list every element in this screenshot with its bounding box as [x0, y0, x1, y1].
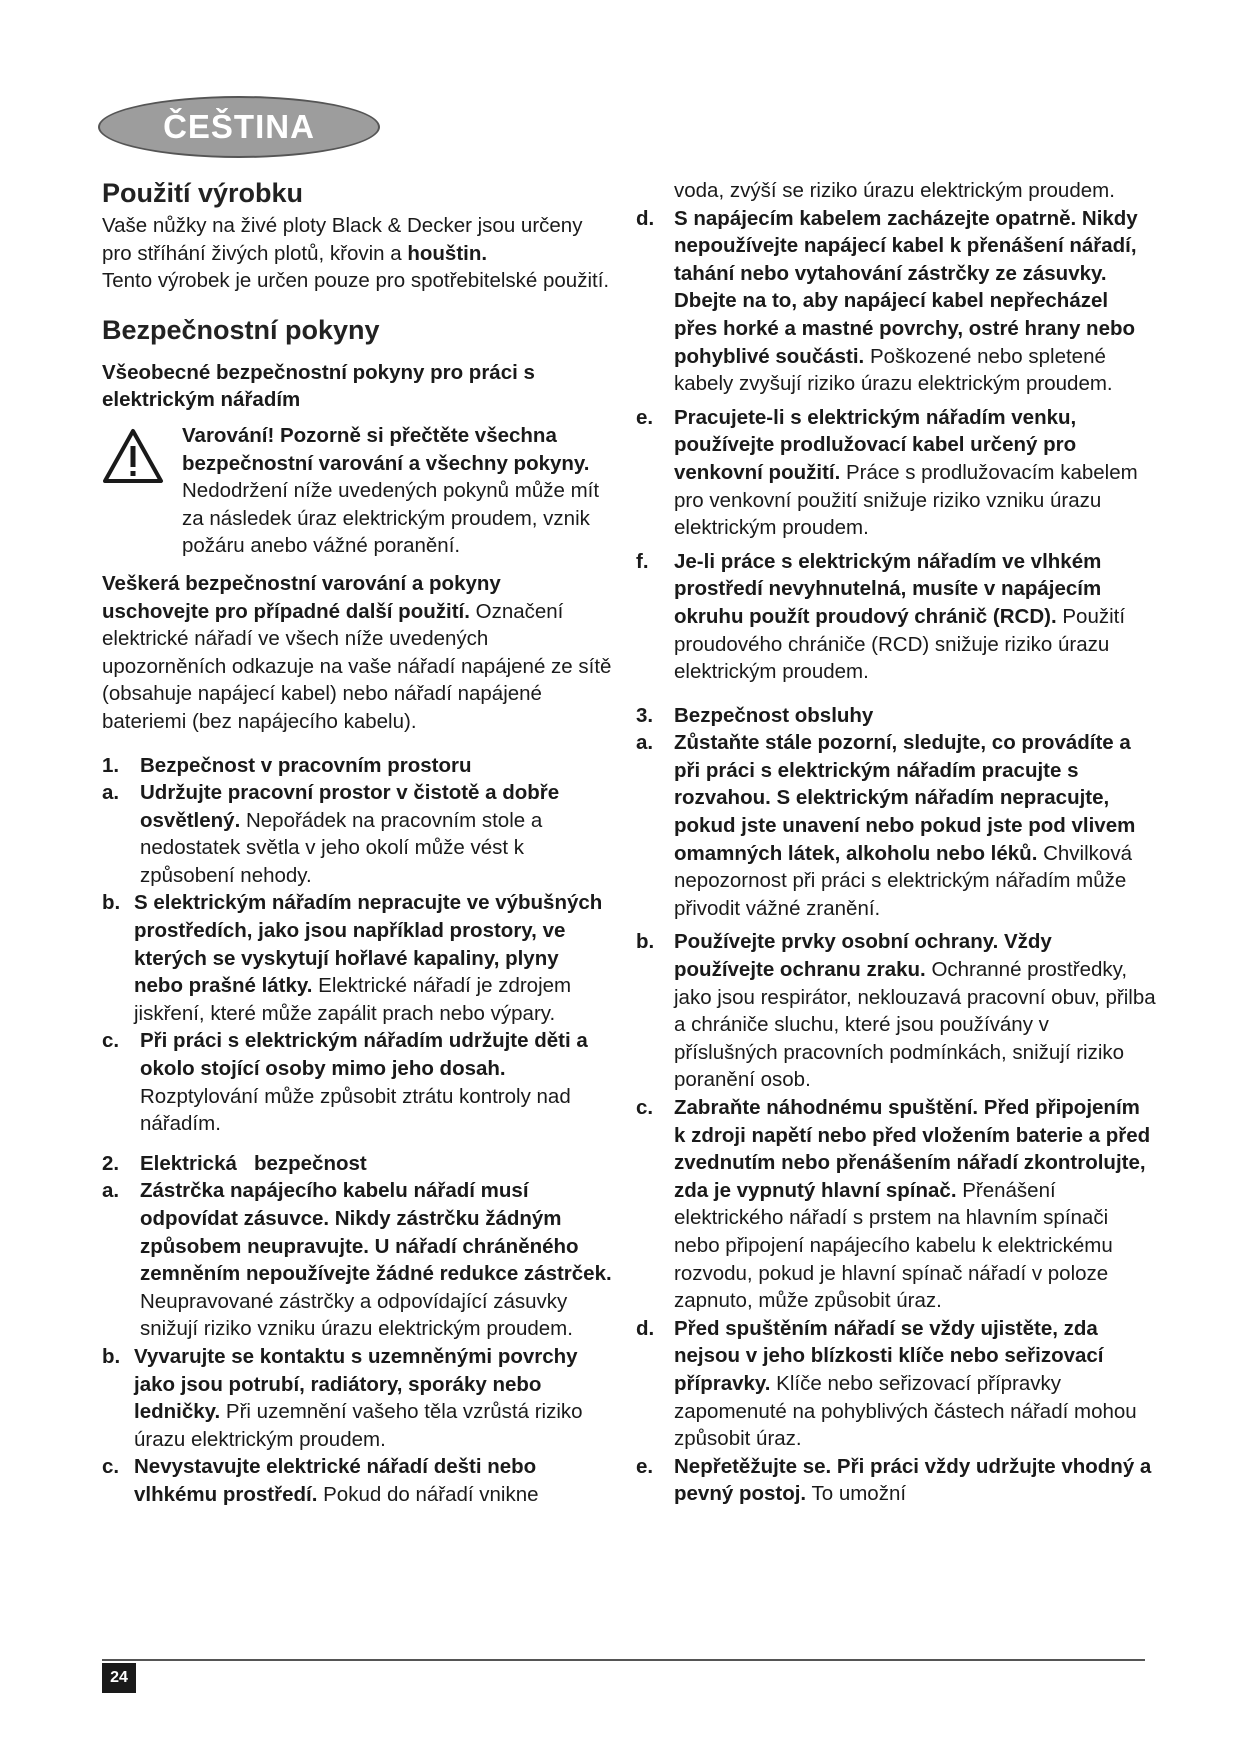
footer-divider [102, 1659, 1145, 1661]
list-item: d. Před spuštěním nářadí se vždy ujistěte, zda nejsou v jeho blízkosti klíče nebo seřizovací přípravky. Klíče nebo seřizovací přípravky zapomenuté na pohyblivých částech nářadí mohou způsobit úraz. [636, 1316, 1137, 1451]
list-item: f. Je-li práce s elektrickým nářadím ve vlhkém prostředí nevyhnutelná, musíte v napájecím okruhu použít proudový chránič (RCD). Použití proudového chrániče (RCD) snižuje riziko úrazu elektrickým proudem. [636, 549, 1126, 684]
list-item: c. Při práci s elektrickým nářadím udržujte děti a okolo stojící osoby mimo jeho dosah. Rozptylování může způsobit ztrátu kontroly nad nářadím. [102, 1029, 588, 1136]
left-column [102, 176, 612, 1509]
section-2-heading: 2. Elektrická bezpečnost [102, 1151, 367, 1175]
list-item: c. Nevystavujte elektrické nářadí dešti nebo vlhkému prostředí. Pokud do nářadí vnikne [102, 1455, 539, 1506]
usage-paragraph: Vaše nůžky na živé ploty Black & Decker jsou určeny pro stříhání živých plotů, křovin a houštin. [102, 214, 583, 265]
list-item: e. Nepřetěžujte se. Při práci vždy udržujte vhodný a pevný postoj. To umožní [636, 1454, 1152, 1506]
general-safety-title: Všeobecné bezpečnostní pokyny pro práci s elektrickým nářadím [102, 360, 535, 412]
warning-block [102, 422, 612, 560]
list-item: b. S elektrickým nářadím nepracujte ve výbušných prostředích, jako jsou například prostory, ve kterých se vyskytují hořlavé kapaliny, plyny nebo prašné látky. Elektrické nářadí je zdrojem jiskření, které může zapálit prach nebo výpary. [102, 891, 603, 1025]
section-1-heading: 1. Bezpečnost v pracovním prostoru [102, 753, 472, 777]
usage-paragraph-2: Tento výrobek je určen pouze pro spotřebitelské použití. [102, 269, 610, 293]
page-number: 24 [102, 1663, 136, 1693]
list-item: a. Zástrčka napájecího kabelu nářadí musí odpovídat zásuvce. Nikdy zástrčku žádným způsobem neupravujte. U nářadí chráněného zemněním nepoužívejte žádné redukce zástrček. Neupravované zástrčky a odpovídající zásuvky snižují riziko vzniku úrazu elektrickým proudem. [102, 1179, 612, 1341]
list-item: a. Udržujte pracovní prostor v čistotě a dobře osvětlený. Nepořádek na pracovním stole a nedostatek světla v jeho okolí může vést k způsobení nehody. [102, 781, 560, 887]
usage-title: Použití výrobku [102, 178, 304, 208]
language-badge [98, 96, 380, 158]
list-item: a. Zůstaňte stále pozorní, sledujte, co provádíte a při práci s elektrickým nářadím pracujte s rozvahou. S elektrickým nářadím nepracujte, pokud jste unavení nebo pokud jste pod vlivem omamných látek, alkoholu nebo léků. Chvilková nepozornost při práci s elektrickým nářadím může přivodit vážné zranění. [636, 731, 1136, 920]
list-item: b. Vyvarujte se kontaktu s uzemněnými povrchy jako jsou potrubí, radiátory, sporáky nebo ledničky. Při uzemnění vašeho těla vzrůstá riziko úrazu elektrickým proudem. [102, 1344, 583, 1451]
list-item: c. Zabraňte náhodnému spuštění. Před připojením k zdroji napětí nebo před vložením baterie a před zvednutím nebo přenášením nářadí zkontrolujte, zda je vypnutý hlavní spínač. Přenášení elektrického nářadí s prstem na hlavním spínači nebo připojení napájecího kabelu k elektrickému rozvodu, pokud je hlavní spínač nářadí v poloze zapnuto, může způsobit úraz. [636, 1096, 1151, 1313]
list-item: d. S napájecím kabelem zacházejte opatrně. Nikdy nepoužívejte napájecí kabel k přenášení nářadí, tahání nebo vytahování zástrčky ze zásuvky. Dbejte na to, aby napájecí kabel nepřecházel přes horké a mastné povrchy, ostré hrany nebo pohyblivé součásti. Poškozené nebo spletené kabely zvyšují riziko úrazu elektrickým proudem. [636, 206, 1138, 396]
continued-text: voda, zvýší se riziko úrazu elektrickým proudem. [674, 179, 1115, 202]
warning-text: Varování! Pozorně si přečtěte všechna bezpečnostní varování a všechny pokyny. Nedodržení níže uvedených pokynů může mít za následek úraz elektrickým proudem, vznik požáru anebo vážné poranění. [182, 423, 600, 558]
right-column [636, 177, 1156, 1508]
safety-title: Bezpečnostní pokyny [102, 314, 380, 345]
list-item: e. Pracujete-li s elektrickým nářadím venku, používejte prodlužovací kabel určený pro venkovní použití. Práce s prodlužovacím kabelem pro venkovní použití snižuje riziko vzniku úrazu elektrickým proudem. [636, 405, 1138, 540]
section-3-heading: 3. Bezpečnost obsluhy [636, 703, 874, 727]
language-label: ČEŠTINA [163, 108, 315, 145]
keep-instructions: Veškerá bezpečnostní varování a pokyny uschovejte pro případné další použití. Označení elektrické nářadí ve všech níže uvedených upozorněních odkazuje na vaše nářadí napájené ze sítě (obsahuje napájecí kabel) nebo nářadí napájené bateriemi (bez napájecího kabelu). [102, 571, 612, 733]
warning-triangle-icon [102, 422, 176, 560]
list-item: b. Používejte prvky osobní ochrany. Vždy používejte ochranu zraku. Ochranné prostředky, jako jsou respirátor, neklouzavá pracovní obuv, přilba a chrániče sluchu, které jsou používány v příslušných pracovních podmínkách, snižují riziko poranění osob. [636, 930, 1156, 1092]
